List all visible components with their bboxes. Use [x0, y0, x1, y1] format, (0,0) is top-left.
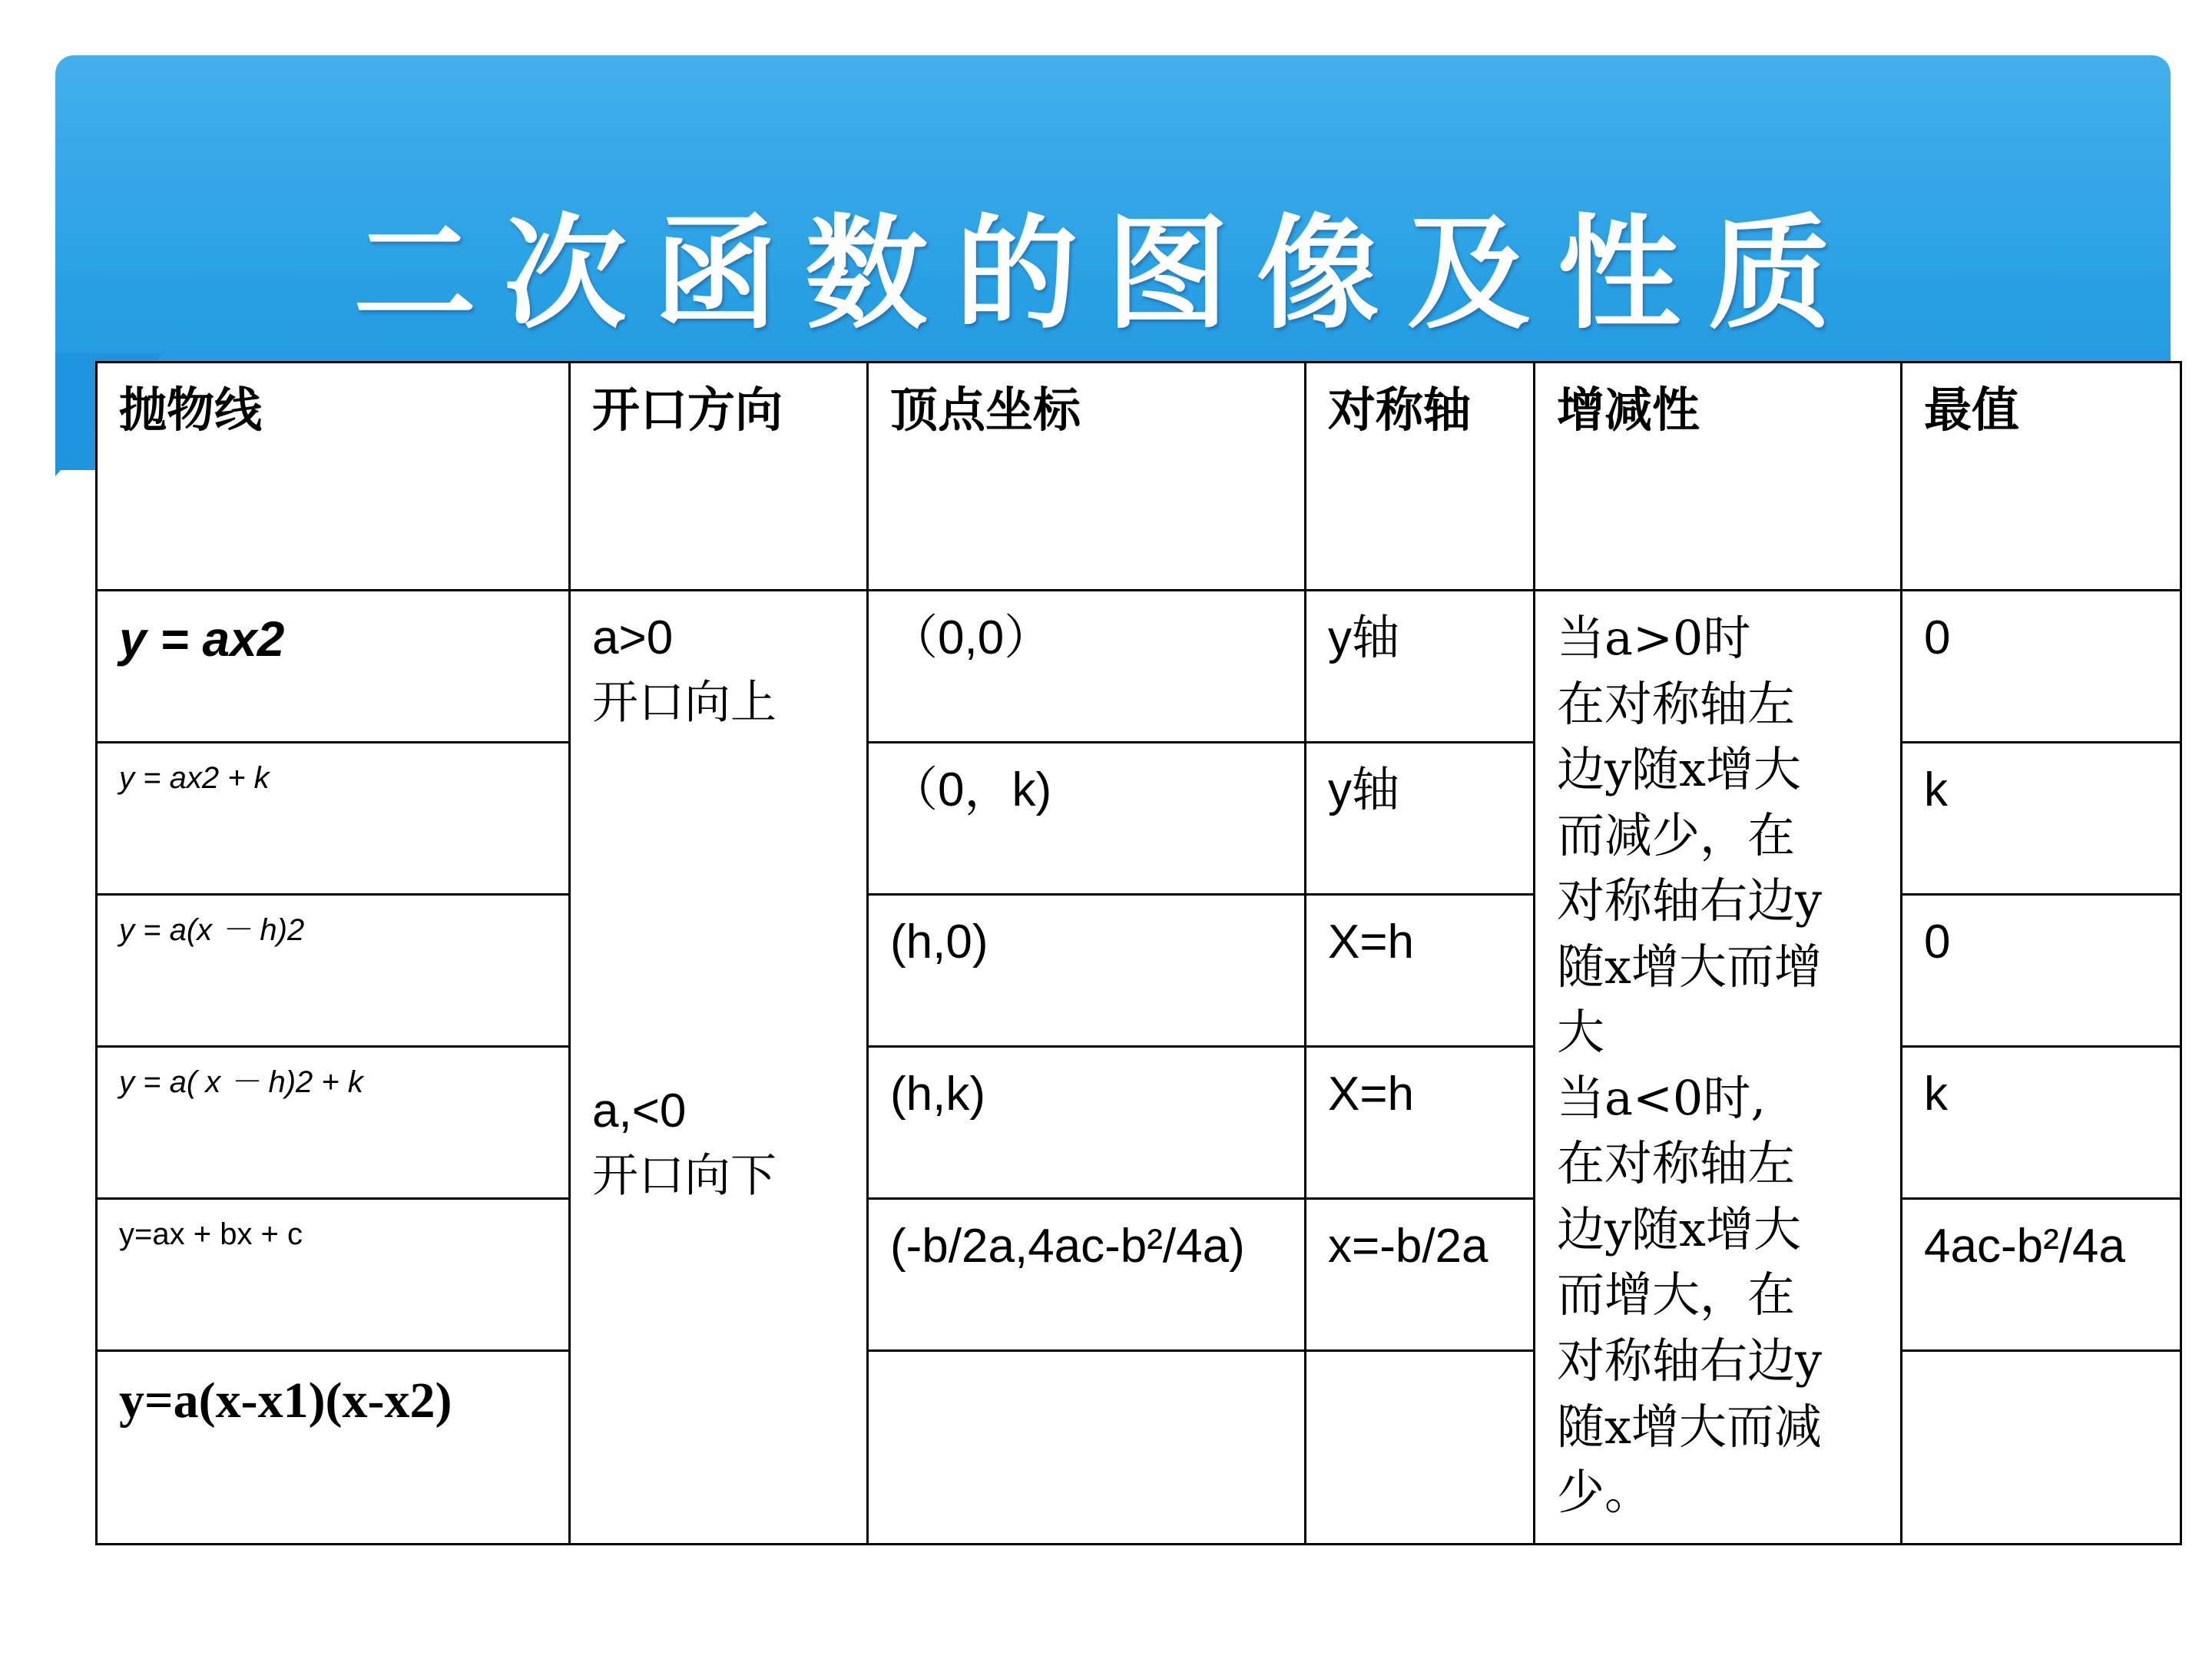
- parabola-cell: y = a(x － h)2: [97, 895, 570, 1047]
- header-parabola: 抛物线: [97, 363, 570, 591]
- extreme-cell: [1902, 1351, 2181, 1545]
- header-extreme: 最值: [1902, 363, 2181, 591]
- opening-down-text: 开口向下: [592, 1148, 777, 1203]
- axis-cell: y轴: [1306, 743, 1535, 895]
- vertex-cell: （0,0）: [868, 591, 1306, 743]
- vertex-cell: (h,k): [868, 1047, 1306, 1199]
- monotonic-cell: [1535, 591, 1902, 1545]
- monotonic-line: 而增大，在: [1557, 1267, 1796, 1323]
- monotonic-line: 少。: [1557, 1464, 1653, 1521]
- axis-cell: x=-b/2a: [1306, 1199, 1535, 1351]
- monotonic-line: 对称轴右边y: [1557, 1333, 1823, 1389]
- vertex-cell: (h,0): [868, 895, 1306, 1047]
- table-row: [97, 591, 2181, 743]
- monotonic-line: 大: [1557, 1004, 1605, 1061]
- extreme-cell: k: [1902, 743, 2181, 895]
- parabola-cell: y = a( x － h)2 + k: [97, 1047, 570, 1199]
- header-axis: 对称轴: [1306, 363, 1535, 591]
- parabola-cell: y = ax2 + k: [97, 743, 570, 895]
- monotonic-line: 在对称轴左: [1557, 675, 1796, 732]
- extreme-cell: 4ac-b²/4a: [1902, 1199, 2181, 1351]
- parabola-cell: y=a(x-x1)(x-x2): [97, 1351, 570, 1545]
- extreme-cell: 0: [1902, 591, 2181, 743]
- axis-cell: y轴: [1306, 591, 1535, 743]
- axis-cell: [1306, 1351, 1535, 1545]
- monotonic-line: 边y随x增大: [1557, 741, 1801, 798]
- monotonic-line: 对称轴右边y: [1557, 873, 1823, 929]
- extreme-cell: k: [1902, 1047, 2181, 1199]
- vertex-cell: [868, 1351, 1306, 1545]
- parabola-cell: y=ax + bx + c: [97, 1199, 570, 1351]
- monotonic-line: 当a>0时: [1557, 610, 1751, 666]
- table-header-row: [97, 363, 2181, 591]
- header-monotonic: 增减性: [1535, 363, 1902, 591]
- opening-up-condition: a>0: [592, 611, 674, 664]
- opening-down-condition: a,<0: [592, 1084, 687, 1138]
- monotonic-line: 而减少，在: [1557, 806, 1796, 863]
- monotonic-line: 随x增大而增: [1557, 938, 1822, 995]
- monotonic-line: 随x增大而减: [1557, 1398, 1822, 1455]
- monotonic-line: 在对称轴左: [1557, 1135, 1796, 1192]
- vertex-cell: (-b/2a,4ac-b²/4a): [868, 1199, 1306, 1351]
- page-title: 二次函数的图像及性质: [353, 201, 1859, 346]
- extreme-cell: 0: [1902, 895, 2181, 1047]
- axis-cell: X=h: [1306, 1047, 1535, 1199]
- header-vertex: 顶点坐标: [868, 363, 1306, 591]
- vertex-cell: （0，k): [868, 743, 1306, 895]
- parabola-cell: y = ax2: [97, 591, 570, 743]
- header-opening: 开口方向: [570, 363, 868, 591]
- properties-table: [95, 361, 2182, 1545]
- opening-cell: [570, 591, 868, 1545]
- opening-spacer: [592, 734, 845, 1078]
- monotonic-line: 边y随x增大: [1557, 1200, 1801, 1257]
- monotonic-line: 当a<0时,: [1557, 1069, 1767, 1126]
- axis-cell: X=h: [1306, 895, 1535, 1047]
- opening-up-text: 开口向上: [592, 675, 777, 730]
